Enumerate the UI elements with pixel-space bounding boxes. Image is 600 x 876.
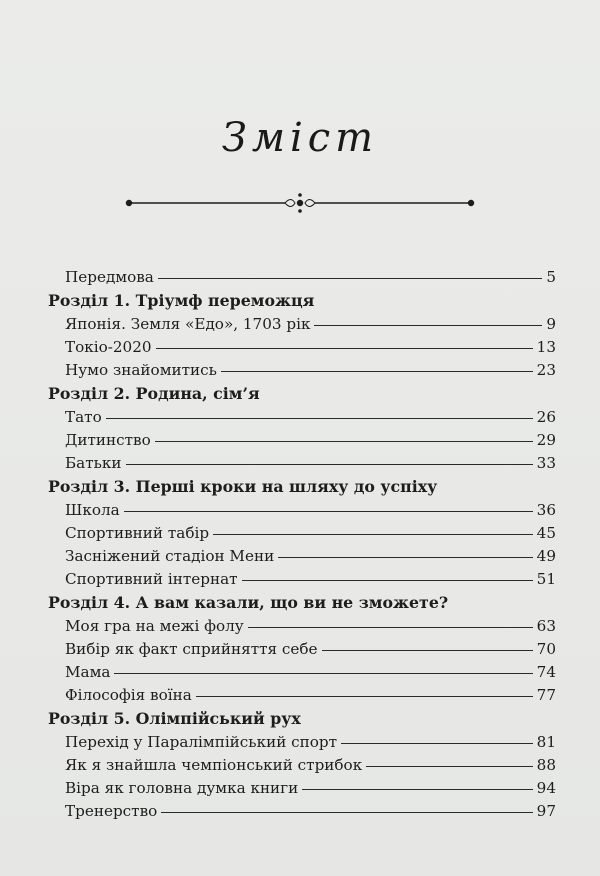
toc-entry <box>48 777 556 800</box>
toc-entry <box>48 429 556 452</box>
toc-page-number: 88 <box>536 756 556 774</box>
toc-entry-title: Токіо-2020 <box>65 338 152 356</box>
toc-leader-line <box>322 650 533 651</box>
toc-page-number: 45 <box>536 524 556 542</box>
toc-section-heading: Розділ 1. Тріумф переможця <box>48 291 315 310</box>
toc-page-number: 81 <box>536 733 556 751</box>
toc-leader-line <box>158 278 542 279</box>
toc-entry <box>48 336 556 359</box>
toc-leader-line <box>242 580 533 581</box>
toc-entry <box>48 545 556 568</box>
toc-entry <box>48 266 556 289</box>
toc-page-number: 49 <box>536 547 556 565</box>
toc-entry-title: Філософія воїна <box>65 686 192 704</box>
toc-page-number: 36 <box>536 501 556 519</box>
toc-page-number: 13 <box>536 338 556 356</box>
toc-leader-line <box>114 673 532 674</box>
toc-leader-line <box>126 464 533 465</box>
toc-entry <box>48 731 556 754</box>
toc-leader-line <box>366 766 532 767</box>
toc-entry <box>48 406 556 429</box>
toc-entry-title: Засніжений стадіон Мени <box>65 547 275 565</box>
toc-page-number: 97 <box>536 802 556 820</box>
toc-page-number: 5 <box>546 268 556 286</box>
toc-leader-line <box>278 557 532 558</box>
ornament-divider-icon <box>125 190 475 216</box>
toc-entry-title: Спортивний табір <box>65 524 210 542</box>
toc-leader-line <box>248 627 533 628</box>
toc-entry-title: Передмова <box>65 268 154 286</box>
toc-leader-line <box>155 441 533 442</box>
toc-leader-line <box>161 812 532 813</box>
toc-section-heading: Розділ 3. Перші кроки на шляху до успіху <box>48 477 438 496</box>
toc-entry-title: Мама <box>65 663 111 681</box>
toc-entry-title: Перехід у Паралімпійський спорт <box>65 733 338 751</box>
toc-entry <box>48 638 556 661</box>
toc-entry <box>48 359 556 382</box>
toc-leader-line <box>221 371 533 372</box>
toc-entry <box>48 522 556 545</box>
toc-entry <box>48 615 556 638</box>
toc-section-heading: Розділ 4. А вам казали, що ви не зможете? <box>48 593 449 612</box>
toc-entry <box>48 754 556 777</box>
toc-entry-title: Моя гра на межі фолу <box>65 617 244 635</box>
toc-entry-title: Батьки <box>65 454 122 472</box>
toc-page-number: 29 <box>536 431 556 449</box>
toc-entry-title: Дитинство <box>65 431 151 449</box>
toc-entry-title: Тато <box>65 408 102 426</box>
toc-page-number: 51 <box>536 570 556 588</box>
toc-entry-title: Вибір як факт сприйняття себе <box>65 640 318 658</box>
toc-page-number: 33 <box>536 454 556 472</box>
toc-page-number: 77 <box>536 686 556 704</box>
toc-entry <box>48 452 556 475</box>
toc-page-number: 23 <box>536 361 556 379</box>
toc-leader-line <box>196 696 533 697</box>
toc-page-number: 74 <box>536 663 556 681</box>
toc-leader-line <box>156 348 533 349</box>
toc-section-heading: Розділ 5. Олімпійський рух <box>48 709 301 728</box>
toc-section-heading: Розділ 2. Родина, сім’я <box>48 384 260 403</box>
toc-entry-title: Спортивний інтернат <box>65 570 238 588</box>
table-of-contents <box>48 266 556 823</box>
toc-page-number: 9 <box>546 315 556 333</box>
toc-entry <box>48 661 556 684</box>
toc-page-number: 63 <box>536 617 556 635</box>
toc-leader-line <box>106 418 533 419</box>
toc-leader-line <box>341 743 533 744</box>
toc-entry-title: Як я знайшла чемпіонський стрибок <box>65 756 363 774</box>
toc-entry <box>48 800 556 823</box>
toc-leader-line <box>213 534 533 535</box>
toc-entry <box>48 568 556 591</box>
toc-entry-title: Тренерство <box>65 802 158 820</box>
toc-page-number: 94 <box>536 779 556 797</box>
toc-entry-title: Нумо знайомитись <box>65 361 217 379</box>
toc-entry-title: Школа <box>65 501 120 519</box>
toc-leader-line <box>302 789 532 790</box>
toc-entry-title: Японія. Земля «Едо», 1703 рік <box>65 315 311 333</box>
toc-page-number: 26 <box>536 408 556 426</box>
toc-entry <box>48 684 556 707</box>
toc-entry <box>48 313 556 336</box>
toc-entry <box>48 499 556 522</box>
page-title: Зміст <box>221 115 379 161</box>
toc-entry-title: Віра як головна думка книги <box>65 779 299 797</box>
toc-leader-line <box>124 511 533 512</box>
toc-page-number: 70 <box>536 640 556 658</box>
toc-leader-line <box>314 325 542 326</box>
